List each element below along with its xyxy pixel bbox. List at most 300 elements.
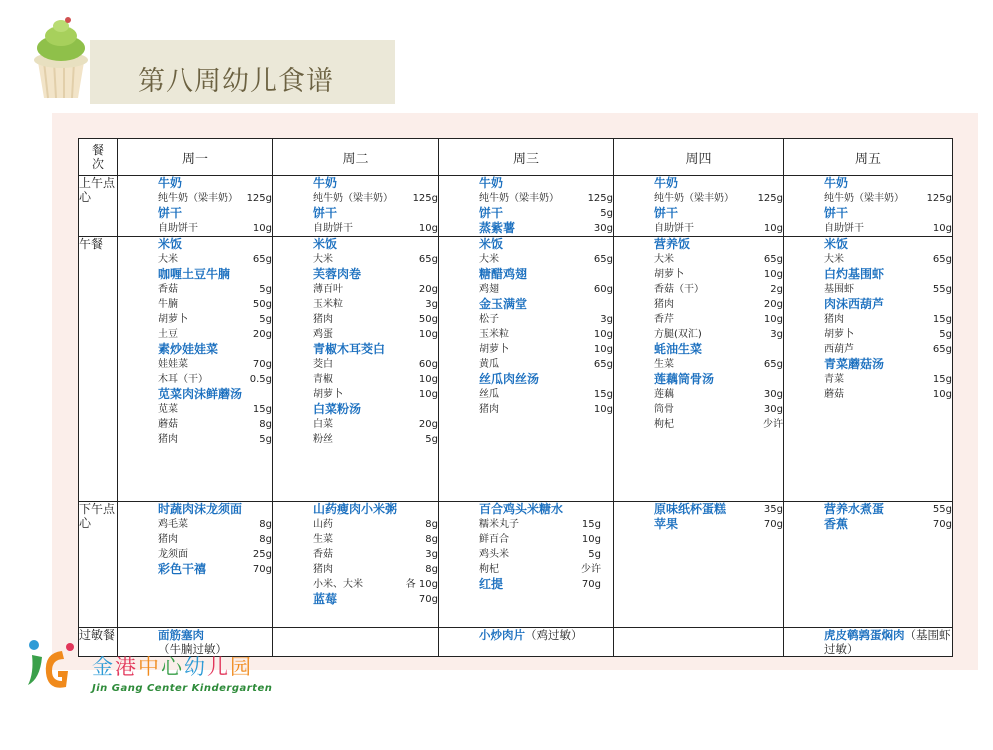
ingredient-name: 纯牛奶（梁丰奶） [654,193,734,204]
ingredient-row [158,191,272,206]
dish-name: 苋菜肉沫鲜蘑汤 [158,387,243,401]
ingredient-amount: 65g [763,359,783,370]
ingredient-amount: 20g [418,284,438,295]
ingredient-amount: 50g [252,299,272,310]
ingredient-name: 牛腩 [158,299,178,310]
ingredient-row [654,282,783,297]
dish-name: 素炒娃娃菜 [158,342,219,356]
menu-cell [439,176,614,237]
ingredient-row [479,312,613,327]
ingredient-name: 大米 [824,254,844,265]
ingredient-name: 大米 [158,254,178,265]
ingredient-row [654,402,783,417]
menu-cell [439,628,614,657]
ingredient-name: 纯牛奶（梁丰奶） [158,193,238,204]
page-title: 第八周幼儿食谱 [138,66,334,97]
ingredient-amount: 125g [246,193,272,204]
ingredient-row [158,417,272,432]
dish-name: 蓝莓 [313,592,338,606]
ingredient-name: 蘑菇 [824,389,844,400]
ingredient-amount: 10g [593,404,613,415]
meal-label: 上午点心 [79,176,118,237]
ingredient-amount: 2g [770,284,783,295]
dish-name: 牛奶 [824,176,849,190]
menu-cell [784,502,953,628]
ingredient-amount: 5g [259,284,272,295]
ingredient-row [313,252,438,267]
ingredient-amount: 15g [252,404,272,415]
ingredient-amount: 60g [418,359,438,370]
ingredient-name: 猪肉 [158,434,178,445]
dish-name: 饼干 [479,206,504,220]
dish-amount: 70g [581,579,601,590]
ingredient-name: 纯牛奶（梁丰奶） [313,193,393,204]
ingredient-amount: 65g [763,254,783,265]
kindergarten-logo [22,633,92,698]
dish-with-amount [824,502,952,517]
menu-cell [439,237,614,502]
ingredient-row [313,357,438,372]
ingredient-amount: 30g [763,404,783,415]
ingredient-row [158,517,272,532]
ingredient-row [654,221,783,236]
ingredient-name: 纯牛奶（梁丰奶） [479,193,559,204]
dish-name: 红提 [479,577,504,591]
logo-english-name: Jin Gang Center Kindergarten [92,683,273,694]
ingredient-name: 苋菜 [158,404,178,415]
ingredient-amount: 10g [763,314,783,325]
ingredient-amount: 10g [252,223,272,234]
dish-name: 营养饭 [654,237,691,251]
corner-label: 餐次 [91,143,104,171]
ingredient-amount: 3g [425,549,438,560]
table-header-row [79,139,953,176]
menu-cell [273,502,439,628]
ingredient-name: 香菇（干） [654,284,704,295]
ingredient-amount: 20g [418,419,438,430]
menu-cell [614,502,784,628]
allergy-note [824,628,952,656]
dish-name: 牛奶 [479,176,504,190]
ingredient-name: 薄百叶 [313,284,343,295]
meal-label: 过敏餐 [79,628,118,657]
ingredient-amount: 15g [932,314,952,325]
ingredient-amount: 8g [259,519,272,530]
ingredient-name: 青菜 [824,374,844,385]
ingredient-name: 胡萝卜 [313,389,343,400]
ingredient-name: 自助饼干 [654,223,694,234]
ingredient-amount: 5g [259,434,272,445]
ingredient-row [313,417,438,432]
ingredient-row [313,327,438,342]
dish-name: 糖醋鸡翅 [479,267,528,281]
ingredient-row [313,517,438,532]
dish-amount: 55g [932,504,952,515]
dish-with-amount [654,517,783,532]
ingredient-row [158,432,272,447]
allergy-reason: （牛腩过敏） [158,642,227,656]
ingredient-row [824,387,952,402]
ingredient-amount: 5g [259,314,272,325]
ingredient-name: 小米、大米 [313,579,363,590]
dish-with-amount [824,517,952,532]
dish-name: 牛奶 [158,176,183,190]
menu-cell [614,237,784,502]
allergy-dish-name: 小炒肉片 [479,628,525,642]
ingredient-amount: 15g [581,519,601,530]
ingredient-row [824,191,952,206]
ingredient-row [313,562,438,577]
dish-name: 白菜粉汤 [313,402,362,416]
dish-with-amount [313,592,438,607]
ingredient-name: 龙须面 [158,549,188,560]
ingredient-amount: 8g [425,534,438,545]
ingredient-name: 胡萝卜 [158,314,188,325]
menu-cell [439,502,614,628]
ingredient-row [158,357,272,372]
ingredient-row [824,372,952,387]
ingredient-row [479,387,613,402]
ingredient-name: 胡萝卜 [824,329,854,340]
ingredient-row [479,532,613,547]
ingredient-amount: 125g [587,193,613,204]
dish-name: 蒸紫薯 [479,221,516,235]
ingredient-row [824,327,952,342]
ingredient-name: 胡萝卜 [479,344,509,355]
ingredient-name: 枸杞 [654,419,674,430]
dish-name: 牛奶 [654,176,679,190]
ingredient-name: 香菇 [313,549,333,560]
menu-cell [273,628,439,657]
menu-table [78,138,953,657]
ingredient-row [654,417,783,432]
ingredient-row [824,252,952,267]
dish-amount: 30g [593,223,613,234]
ingredient-row [479,547,613,562]
ingredient-amount: 15g [932,374,952,385]
ingredient-row [654,267,783,282]
meal-row [79,502,953,628]
dish-name: 青椒木耳茭白 [313,342,386,356]
ingredient-name: 黄瓜 [479,359,499,370]
ingredient-amount: 8g [259,419,272,430]
ingredient-row [824,342,952,357]
ingredient-row [654,387,783,402]
ingredient-row [158,282,272,297]
ingredient-amount: 各 10g [405,579,438,590]
ingredient-row [479,357,613,372]
ingredient-row [313,432,438,447]
ingredient-amount: 65g [593,359,613,370]
dish-name: 芙蓉肉卷 [313,267,362,281]
ingredient-name: 山药 [313,519,333,530]
logo-character: 幼 [184,655,207,679]
ingredient-name: 大米 [313,254,333,265]
ingredient-amount: 125g [412,193,438,204]
ingredient-row [313,532,438,547]
dish-amount: 35g [763,504,783,515]
ingredient-name: 松子 [479,314,499,325]
menu-cell [273,237,439,502]
ingredient-amount: 10g [418,374,438,385]
ingredient-amount: 少许 [581,564,601,575]
logo-character: 金 [92,655,115,679]
logo-character: 儿 [207,655,230,679]
ingredient-amount: 30g [763,389,783,400]
ingredient-row [479,252,613,267]
ingredient-amount: 10g [418,223,438,234]
ingredient-row [158,312,272,327]
ingredient-name: 纯牛奶（梁丰奶） [824,193,904,204]
ingredient-name: 筒骨 [654,404,674,415]
ingredient-amount: 60g [593,284,613,295]
ingredient-name: 猪肉 [654,299,674,310]
dish-with-amount [479,221,613,236]
menu-cell [614,176,784,237]
dish-name: 饼干 [654,206,679,220]
dish-name: 百合鸡头米糖水 [479,502,564,516]
ingredient-amount: 125g [757,193,783,204]
ingredient-name: 茭白 [313,359,333,370]
day-header: 周一 [118,139,273,176]
ingredient-amount: 10g [581,534,601,545]
dish-name: 蚝油生菜 [654,342,703,356]
meal-row [79,176,953,237]
ingredient-amount: 10g [418,389,438,400]
ingredient-name: 土豆 [158,329,178,340]
ingredient-amount: 20g [252,329,272,340]
ingredient-amount: 65g [593,254,613,265]
ingredient-amount: 8g [425,564,438,575]
ingredient-name: 基围虾 [824,284,854,295]
ingredient-amount: 5g [425,434,438,445]
ingredient-row [158,221,272,236]
dish-name: 原味纸杯蛋糕 [654,502,727,516]
ingredient-amount: 10g [593,329,613,340]
ingredient-name: 玉米粒 [479,329,509,340]
ingredient-name: 胡萝卜 [654,269,684,280]
dish-with-amount [158,562,272,577]
ingredient-amount: 25g [252,549,272,560]
ingredient-name: 自助饼干 [824,223,864,234]
ingredient-amount: 0.5g [249,374,272,385]
ingredient-row [654,357,783,372]
ingredient-amount: 10g [932,389,952,400]
ingredient-row [824,221,952,236]
ingredient-amount: 10g [763,269,783,280]
dish-name: 米饭 [158,237,183,251]
ingredient-name: 白菜 [313,419,333,430]
ingredient-row [313,372,438,387]
ingredient-name: 猪肉 [313,314,333,325]
dish-name: 牛奶 [313,176,338,190]
dish-name: 彩色干禧 [158,562,207,576]
ingredient-name: 自助饼干 [158,223,198,234]
ingredient-row [158,327,272,342]
ingredient-name: 娃娃菜 [158,359,188,370]
dish-amount: 70g [932,519,952,530]
ingredient-row [313,282,438,297]
ingredient-amount: 10g [763,223,783,234]
menu-cell [273,176,439,237]
ingredient-row [654,312,783,327]
ingredient-amount: 65g [252,254,272,265]
ingredient-name: 鸡翅 [479,284,499,295]
ingredient-row [158,402,272,417]
ingredient-amount: 55g [932,284,952,295]
ingredient-name: 玉米粒 [313,299,343,310]
ingredient-amount: 65g [418,254,438,265]
ingredient-amount: 10g [593,344,613,355]
ingredient-amount: 10g [418,329,438,340]
dish-name: 米饭 [479,237,504,251]
dish-name: 饼干 [158,206,183,220]
logo-chinese-name [92,651,253,681]
ingredient-name: 鲜百合 [479,534,509,545]
dish-name: 香蕉 [824,517,849,531]
ingredient-row [824,282,952,297]
ingredient-name: 大米 [654,254,674,265]
ingredient-name: 鸡头米 [479,549,509,560]
allergy-dish-name: 虎皮鹌鹑蛋焖肉 [824,628,905,642]
ingredient-amount: 少许 [763,419,783,430]
ingredient-name: 香芹 [654,314,674,325]
corner-header [79,139,118,176]
ingredient-row [479,327,613,342]
ingredient-name: 猪肉 [158,534,178,545]
dish-with-amount [479,577,613,592]
ingredient-row [479,562,613,577]
dish-amount: 70g [252,564,272,575]
ingredient-row [479,517,613,532]
allergy-reason: （鸡过敏） [525,628,583,642]
ingredient-amount: 65g [932,254,952,265]
ingredient-row [479,282,613,297]
ingredient-row [158,547,272,562]
ingredient-row [313,191,438,206]
ingredient-name: 枸杞 [479,564,499,575]
ingredient-name: 西葫芦 [824,344,854,355]
meal-label: 下午点心 [79,502,118,628]
menu-cell [118,502,273,628]
ingredient-row [313,297,438,312]
ingredient-name: 生菜 [313,534,333,545]
menu-cell [118,237,273,502]
menu-cell [784,628,953,657]
ingredient-amount: 65g [932,344,952,355]
ingredient-name: 蘑菇 [158,419,178,430]
ingredient-row [654,252,783,267]
ingredient-row [479,191,613,206]
ingredient-name: 自助饼干 [313,223,353,234]
ingredient-name: 方腿(双汇) [654,329,702,340]
ingredient-row [479,342,613,357]
ingredient-name: 莲藕 [654,389,674,400]
ingredient-amount: 5g [939,329,952,340]
ingredient-name: 猪肉 [313,564,333,575]
dish-name: 肉沫西葫芦 [824,297,885,311]
ingredient-name: 大米 [479,254,499,265]
ingredient-row [313,547,438,562]
dish-name: 饼干 [313,206,338,220]
menu-cell [614,628,784,657]
allergy-dish-name: 面筋塞肉 [158,628,204,642]
allergy-reason: （基围虾过敏） [824,628,951,656]
ingredient-row [824,312,952,327]
dish-name: 金玉满堂 [479,297,528,311]
dish-name: 米饭 [824,237,849,251]
ingredient-row [654,191,783,206]
ingredient-row [313,387,438,402]
ingredient-row [313,221,438,236]
logo-character: 园 [230,655,253,679]
ingredient-row [654,297,783,312]
ingredient-amount: 125g [926,193,952,204]
meal-row [79,237,953,502]
dish-amount: 70g [418,594,438,605]
ingredient-row [654,327,783,342]
day-header: 周三 [439,139,614,176]
cupcake-icon [30,14,92,100]
menu-cell [118,176,273,237]
meal-label: 午餐 [79,237,118,502]
ingredient-amount: 20g [763,299,783,310]
dish-name: 时蔬肉沫龙须面 [158,502,243,516]
ingredient-amount: 3g [600,314,613,325]
ingredient-amount: 8g [259,534,272,545]
day-header: 周四 [614,139,784,176]
ingredient-amount: 8g [425,519,438,530]
ingredient-name: 香菇 [158,284,178,295]
ingredient-row [158,372,272,387]
dish-name: 营养水煮蛋 [824,502,885,516]
dish-with-amount [654,502,783,517]
day-header: 周二 [273,139,439,176]
ingredient-name: 猪肉 [824,314,844,325]
ingredient-name: 生菜 [654,359,674,370]
dish-name: 咖喱土豆牛腩 [158,267,231,281]
dish-name: 山药瘦肉小米粥 [313,502,398,516]
menu-cell [784,176,953,237]
logo-character: 港 [115,655,138,679]
dish-with-amount [479,206,613,221]
dish-name: 饼干 [824,206,849,220]
ingredient-amount: 70g [252,359,272,370]
ingredient-name: 鸡毛菜 [158,519,188,530]
dish-name: 青菜蘑菇汤 [824,357,885,371]
logo-character: 中 [138,655,161,679]
ingredient-name: 青椒 [313,374,333,385]
ingredient-amount: 15g [593,389,613,400]
ingredient-name: 糯米丸子 [479,519,519,530]
ingredient-row [158,297,272,312]
ingredient-amount: 5g [588,549,601,560]
ingredient-amount: 10g [932,223,952,234]
dish-name: 丝瓜肉丝汤 [479,372,540,386]
ingredient-amount: 50g [418,314,438,325]
ingredient-row [313,577,438,592]
ingredient-amount: 3g [425,299,438,310]
dish-amount: 70g [763,519,783,530]
ingredient-name: 木耳（干） [158,374,208,385]
day-header: 周五 [784,139,953,176]
ingredient-row [313,312,438,327]
dish-name: 莲藕筒骨汤 [654,372,715,386]
logo-character: 心 [161,655,184,679]
ingredient-name: 猪肉 [479,404,499,415]
ingredient-name: 丝瓜 [479,389,499,400]
dish-name: 白灼基围虾 [824,267,885,281]
